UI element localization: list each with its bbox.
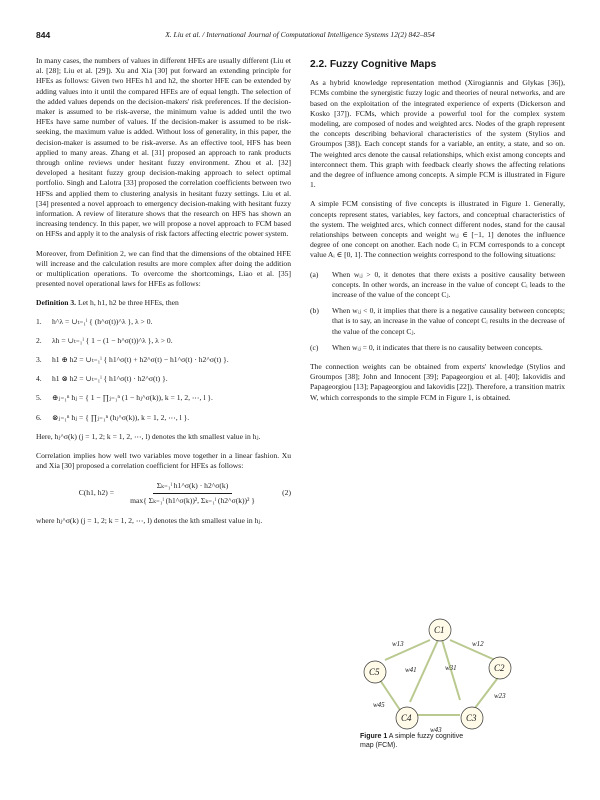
node-label: C3 bbox=[466, 713, 477, 723]
edge-label: w12 bbox=[472, 640, 484, 648]
case-item bbox=[310, 343, 565, 353]
paragraph: As a hybrid knowledge representation method (Xirogiannis and Glykas [36]), FCMs combine the synergistic fuzzy logic and theories of neural networks, and are based on the exploitation of the integrated experience of experts (Dickerson and Kosko [37]). FCMs, which provide a powerful tool for the complex system modeling, are composed of nodes and weighted arcs. Nodes of the graph represent the concepts describing behavioral characteristics of the system (Stylios and Groumpos [38]). Each concept stands for a variable, an entity, a state, and so on. The weighted arcs denote the causal relationships, which exist among concepts and interconnect them. This graph with feedback clearly shows the affecting relations and the degree of influence among concepts. A simple FCM is illustrated in Figure 1. bbox=[310, 78, 565, 190]
section-title: 2.2. Fuzzy Cognitive Maps bbox=[310, 59, 437, 70]
formula: λh = ∪ₜ₌₁ˡ { 1 − (1 − h^σ(t))^λ }, λ > 0. bbox=[52, 335, 173, 345]
case-label: (a) bbox=[310, 269, 319, 279]
edge-label: w41 bbox=[405, 666, 417, 674]
node-label: C4 bbox=[401, 713, 412, 723]
running-head: X. Liu et al. / International Journal of Computational Intelligence Systems 12(2) 842–854 bbox=[165, 30, 435, 39]
formula: ⊗ⱼ₌₁ⁿ hⱼ = { ∏ⱼ₌₁ⁿ (hⱼ^σ(k)), k = 1, 2, ⋯, l }. bbox=[52, 412, 190, 422]
fcm-nodes bbox=[364, 619, 511, 729]
edge-label: w23 bbox=[494, 692, 506, 700]
equation-2 bbox=[36, 481, 291, 506]
left-column bbox=[36, 56, 291, 535]
definition-list bbox=[36, 317, 291, 423]
case-label: (b) bbox=[310, 306, 319, 316]
equation-denominator: max{ Σₖ₌₁ˡ (h1^σ(k))², Σₖ₌₁ˡ (h2^σ(k))² } bbox=[130, 495, 255, 505]
formula: h1 ⊕ h2 = ∪ₜ₌₁ˡ { h1^σ(t) + h2^σ(t) − h1^σ(t) · h2^σ(t) }. bbox=[52, 355, 229, 365]
node-label: C5 bbox=[369, 667, 380, 677]
edge-label: w13 bbox=[392, 640, 404, 648]
item-number: 3. bbox=[36, 355, 42, 365]
right-column bbox=[310, 56, 565, 412]
definition-item bbox=[36, 317, 291, 327]
edge-label: w45 bbox=[373, 701, 385, 709]
definition-item bbox=[36, 413, 291, 423]
case-label: (c) bbox=[310, 342, 319, 352]
paragraph: Here, hⱼ^σ(k) (j = 1, 2; k = 1, 2, ⋯, l) denotes the kth smallest value in hⱼ. bbox=[36, 431, 261, 441]
formula: ⊕ⱼ₌₁ⁿ hⱼ = { 1 − ∏ⱼ₌₁ⁿ (1 − hⱼ^σ(k)), k = 1, 2, ⋯, l }. bbox=[52, 393, 213, 403]
definition-item bbox=[36, 355, 291, 365]
item-number: 2. bbox=[36, 335, 42, 345]
paragraph: Correlation implies how well two variables move together in a linear fashion. Xu and Xia [30] proposed a correlation coefficient for HFEs as follows: bbox=[36, 451, 291, 471]
edge-label: w43 bbox=[430, 726, 442, 734]
case-item bbox=[310, 270, 565, 301]
formula: h1 ⊗ h2 = ∪ₜ₌₁ˡ { h1^σ(t) · h2^σ(t) }. bbox=[52, 374, 168, 384]
paragraph: A simple FCM consisting of five concepts is illustrated in Figure 1. Generally, concepts represent states, variables, key factors, and conceptual characteristics of the system. The weighted arcs, which connect different nodes, stand for the causal relationships between concepts and weight wᵢⱼ ∈ [−1, 1] denotes the influence degree of one concept on another. Each node Cᵢ in FCM corresponds to a concept value Aᵢ ∈ [0, 1]. The connection weights correspond to the following situations: bbox=[310, 199, 565, 260]
case-text: When wᵢⱼ < 0, it implies that there is a negative causality between concepts; that is to say, an increase in the value of concept Cᵢ results in the decrease of the value of the concept Cⱼ. bbox=[332, 306, 565, 336]
item-number: 4. bbox=[36, 374, 42, 384]
case-text: When wᵢⱼ > 0, it denotes that there exists a positive causality between concepts. In other words, an increase in the value of concept Cᵢ leads to the increase of the value of the concept Cⱼ. bbox=[332, 269, 565, 300]
definition-item bbox=[36, 374, 291, 384]
item-number: 6. bbox=[36, 412, 42, 422]
figure-caption bbox=[360, 732, 470, 750]
paragraph: The connection weights can be obtained from experts' knowledge (Stylios and Groumpos [38]; John and Innocent [39]; Papageorgiou et al. [40]; Iakovidis and Papageorgiou [13]; Papageorgiou and Iakovidis [22]). Therefore, a transition matrix W, which corresponds to the simple FCM in Figure 1, is obtained. bbox=[310, 362, 565, 402]
node-label: C1 bbox=[434, 625, 445, 635]
definition-item bbox=[36, 393, 291, 403]
page-number: 844 bbox=[36, 30, 51, 40]
equation-fraction bbox=[120, 481, 265, 506]
fcm-diagram bbox=[360, 610, 560, 740]
caption-text: A simple fuzzy cognitive map (FCM). bbox=[360, 733, 464, 749]
equation-number: (2) bbox=[282, 488, 291, 498]
item-number: 5. bbox=[36, 393, 42, 403]
fcm-edges bbox=[380, 640, 500, 715]
definition-item bbox=[36, 336, 291, 346]
definition-heading bbox=[36, 298, 291, 308]
figure-1 bbox=[360, 610, 560, 785]
edge-label: w31 bbox=[445, 664, 457, 672]
formula: h^λ = ∪ₜ₌₁ˡ { (h^σ(t))^λ }, λ > 0. bbox=[52, 316, 153, 326]
paragraph: In many cases, the numbers of values in different HFEs are usually different (Liu et al. [28]; Liu et al. [29]). Xu and Xia [30] put forward an extending principle for HFEs as follows: Given two HFEs h1 and h2, the shorter HFE can be extended by adding values into it until the compared HFEs are of equal length. The selection of the added values depends on the decision-makers' risk preferences. If the decision-maker is assumed to be risk-averse, the minimum value is added until the two HFEs have same number of values. If the decision-maker is assumed to be risk-seeking, the maximum value is added. Without loss of generality, in this paper, the decision-maker is assumed to be risk-averse. As an effective tool, HFS has been applied to many areas. Zhang et al. [31] proposed an approach to rank products through online reviews under hesitant fuzzy environment. Zhou et al. [32] developed a hesitant fuzzy group decision-making approach to select optimal portfolio. Singh and Lalotra [33] proposed the correlation coefficients between two HFSs and applied them to clustering analysis in hesitant fuzzy settings. Liu et al. [34] presented a novel approach to emergency decision-making with hesitant fuzzy information. A review of literature shows that the research on HFS has shown an increasing tendency. In this paper, we will propose a novel approach to FCM based on HFSs and apply it to the analysis of risk factors affecting electric power system. bbox=[36, 56, 291, 239]
page-header bbox=[36, 30, 564, 44]
case-item bbox=[310, 306, 565, 337]
definition-label: Definition 3. bbox=[36, 298, 77, 308]
equation-lhs: C(h1, h2) = bbox=[78, 488, 114, 498]
definition-intro: Let h, h1, h2 be three HFEs, then bbox=[78, 298, 179, 308]
equation-numerator: Σₖ₌₁ˡ h1^σ(k) · h2^σ(k) bbox=[153, 481, 233, 494]
node-label: C2 bbox=[494, 663, 505, 673]
case-text: When wᵢⱼ = 0, it indicates that there is no causality between concepts. bbox=[332, 342, 543, 352]
paragraph: where hⱼ^σ(k) (j = 1, 2; k = 1, 2, ⋯, l) denotes the kth smallest value in hⱼ. bbox=[36, 515, 263, 525]
caption-label: Figure 1 bbox=[360, 733, 388, 740]
item-number: 1. bbox=[36, 316, 42, 326]
paragraph: Moreover, from Definition 2, we can find that the dimensions of the obtained HFE will increase and the calculation results are more complex after doing the addition or multiplication operations. To overcome the shortcomings, Liao et al. [35] presented novel operational laws for HFEs as follows: bbox=[36, 248, 291, 289]
causality-cases bbox=[310, 270, 565, 353]
